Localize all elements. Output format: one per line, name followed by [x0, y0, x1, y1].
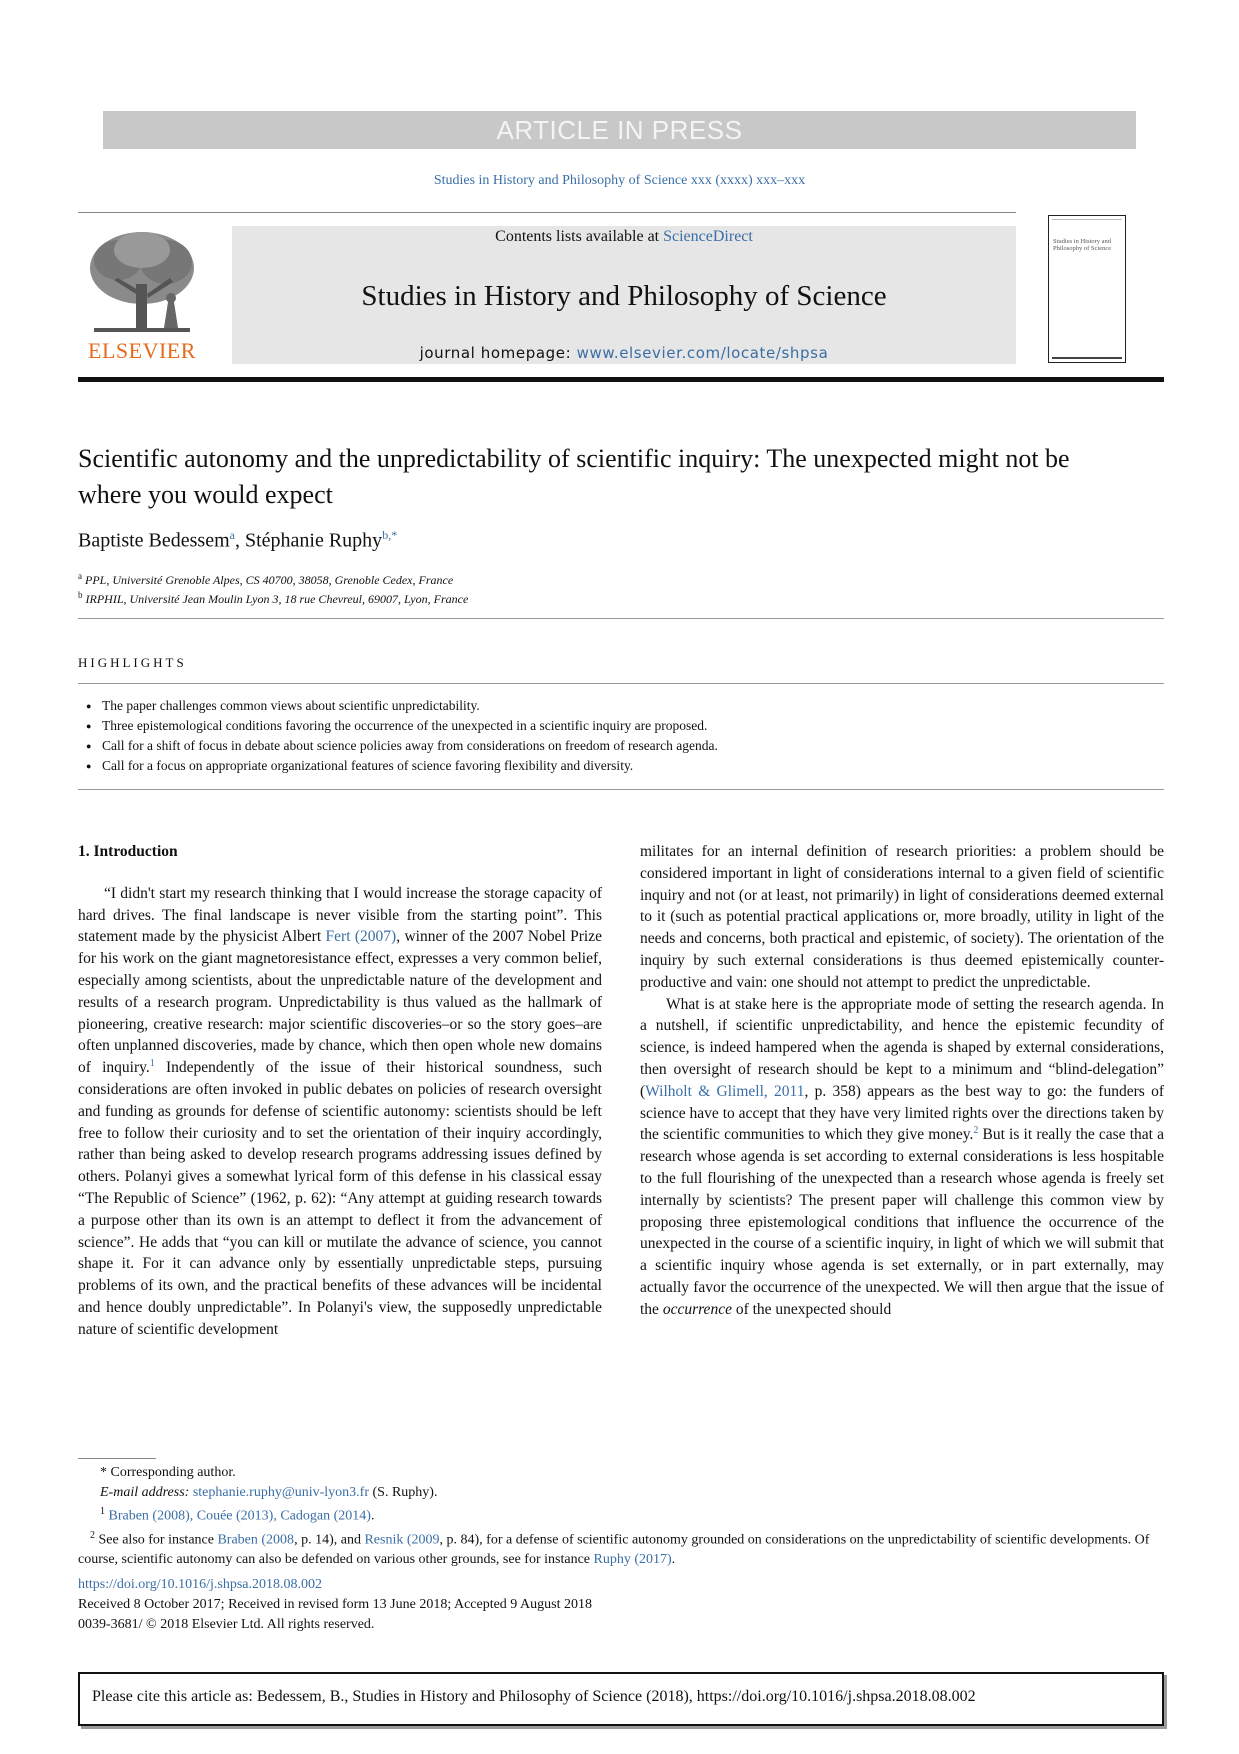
citation-link[interactable]: Wilholt & Glimell, 2011 [645, 1082, 805, 1100]
affiliation [78, 590, 468, 607]
footnote-mark: 2 [90, 1530, 95, 1542]
highlight-item: ● Three epistemological conditions favoring the occurrence of the unexpected in a scientific inquiry are proposed. [86, 716, 1156, 736]
affiliation-text: IRPHIL, Université Jean Moulin Lyon 3, 18 rue Chevreul, 69007, Lyon, France [85, 592, 469, 606]
footnote-marker[interactable]: 1 [149, 1058, 155, 1070]
masthead-divider [78, 377, 1164, 382]
highlight-item: ● The paper challenges common views about scientific unpredictability. [86, 696, 1156, 716]
author-affiliation-mark[interactable]: a [229, 528, 235, 542]
article-dates: Received 8 October 2017; Received in revised form 13 June 2018; Accepted 9 August 2018 [78, 1597, 592, 1612]
doi-link[interactable]: https://doi.org/10.1016/j.shpsa.2018.08.002 [78, 1577, 322, 1592]
emphasis: occurrence [662, 1300, 732, 1318]
author-affiliation-mark[interactable]: b,* [382, 528, 398, 542]
body-paragraph [640, 994, 1164, 1321]
body-paragraph: militates for an internal definition of research priorities: a problem should be considered important in light of considerations internal to a given field of scientific inquiry and not (or at least, not primarily) in light of considerations deemed external to it (such as potential practical applications or, more broadly, utility in light of the needs and concerns, both practical and epistemic, of society). The orientation of the inquiry by such external considerations is thus deemed epistemically counter-productive and vain: one should not attempt to predict the unpredictable. [640, 843, 1164, 991]
citation-link[interactable]: Ruphy (2017) [593, 1552, 672, 1568]
contents-availability [232, 228, 1016, 246]
body-text: But is it really the case that a research whose agenda is set according to external considerations is less hospitable to the full flourishing of the unexpected than a research whose agenda is freely set internally by scientists? The present paper will challenge this common view by proposing three epistemological conditions that influence the occurrence of the unexpected in the course of a scientific inquiry, in light of which we will submit that a scientific inquiry whose agenda is set externally, or in part externally, may actually favor the occurrence of the unexpected. We will then argue that the issue of the [640, 1126, 1164, 1318]
email-link[interactable]: stephanie.ruphy@univ-lyon3.fr [192, 1484, 370, 1500]
article-title: Scientific autonomy and the unpredictability of scientific inquiry: The unexpected might not be where you would expect [78, 444, 1070, 509]
email-suffix: (S. Ruphy). [369, 1484, 438, 1500]
body-column-right [640, 841, 1164, 1321]
citation-link[interactable]: Braben (2008), Couée (2013), Cadogan (2014) [108, 1508, 371, 1524]
section-divider [78, 789, 1164, 790]
author-list [78, 528, 397, 553]
journal-cover-thumbnail[interactable] [1048, 215, 1126, 363]
body-text: , winner of the 2007 Nobel Prize for his work on the giant magnetoresistance effect, expresses a very common belief, especially among scientists, about the unpredictable nature of the development and results of a research program. Unpredictability is thus valued as the hallmark of pioneering, creative research: major scientific discoveries–or so the story goes–are often unplanned discoveries, made by chance, which then open whole new domains of inquiry. [78, 928, 602, 1077]
copyright-notice: 0039-3681/ © 2018 Elsevier Ltd. All rights reserved. [78, 1617, 375, 1632]
author-separator: , [234, 529, 245, 552]
section-divider [78, 618, 1164, 619]
footnote-text: . [370, 1508, 375, 1524]
body-column-left [78, 841, 602, 1341]
footnote-text: , p. 84), for a defense of scientific autonomy grounded on considerations on the unpredictability of scientific developments. Of course, scientific autonomy can also be defended on various other grounds, see for instance [78, 1532, 1150, 1568]
corresponding-author-note: * Corresponding author. [100, 1465, 236, 1480]
body-text: , p. 358) appears as the best way to go: the funders of science have to accept that they have very limited rights over the directions taken by the scientific communities to which they give money. [640, 1082, 1164, 1144]
citation-link[interactable]: Braben (2008 [217, 1532, 295, 1548]
footnote-marker[interactable]: 2 [973, 1125, 979, 1137]
highlights-list [86, 696, 1156, 776]
body-text: Independently of the issue of their historical soundness, such considerations are often invoked in public debates on policies of research oversight and funding as grounds for defense of scientific autonomy: scientists should be left free to follow their curiosity and to set the orientation of their inquiry accordingly, rather than being asked to develop research programs addressing issues defined by others. Polanyi gives a somewhat lyrical form of this defense in his classical essay “The Republic of Science” (1962, p. 62): “Any attempt at guiding research towards a purpose other than its own is an attempt to deflect it from the advancement of science”. He adds that “you can kill or mutilate the advance of science, you cannot shape it. For it can advance only by essentially unpredictable steps, pursuing problems of its own, and the practical benefits of these advances will be incidental and hence doubly unpredictable”. In Polanyi's view, the supposedly unpredictable nature of scientific development [78, 1059, 602, 1338]
footnote-text: See also for instance [95, 1532, 218, 1548]
author-name[interactable]: Stéphanie Ruphy [244, 529, 383, 552]
affiliation-text: PPL, Université Grenoble Alpes, CS 40700, 38058, Grenoble Cedex, France [85, 573, 454, 587]
highlight-item: ● Call for a shift of focus in debate about science policies away from considerations on freedom of research agenda. [86, 736, 1156, 756]
journal-citation-line[interactable]: Studies in History and Philosophy of Science xxx (xxxx) xxx–xxx [433, 173, 806, 188]
citation-box: Please cite this article as: Bedessem, B., Studies in History and Philosophy of Science (2018), https://doi.org/10.1016/j.shpsa.2018.08.002 [78, 1672, 1164, 1726]
sciencedirect-link[interactable]: ScienceDirect [663, 228, 753, 245]
footnote-text: , p. 14), and [294, 1532, 365, 1548]
cover-top-rule [1052, 219, 1122, 220]
footnote-1 [78, 1502, 1164, 1526]
publisher-name[interactable]: ELSEVIER [88, 338, 196, 363]
citation-link[interactable]: Fert (2007) [325, 928, 397, 946]
body-text: of the unexpected should [731, 1300, 892, 1318]
affiliation-mark: b [78, 590, 83, 600]
footnote-divider [78, 1458, 156, 1459]
homepage-link[interactable]: www.elsevier.com/locate/shpsa [576, 344, 829, 362]
citation-link[interactable]: Resnik (2009 [364, 1532, 440, 1548]
cover-title: Studies in History and Philosophy of Science [1053, 238, 1112, 252]
homepage-prefix: journal homepage: [419, 344, 577, 362]
journal-homepage [232, 344, 1016, 362]
article-in-press-banner: ARTICLE IN PRESS [103, 111, 1136, 149]
footnotes [78, 1463, 1164, 1570]
affiliation-mark: a [78, 571, 82, 581]
section-heading: 1. Introduction [78, 843, 178, 860]
email-note [78, 1483, 1164, 1503]
footnote-2 [78, 1526, 1164, 1570]
affiliation [78, 571, 453, 588]
author-name[interactable]: Baptiste Bedessem [78, 529, 230, 552]
highlight-item: ● Call for a focus on appropriate organizational features of science favoring flexibility and diversity. [86, 756, 1156, 776]
header-divider [78, 212, 1016, 213]
highlights-heading: HIGHLIGHTS [78, 655, 187, 670]
email-label: E-mail address: [100, 1484, 193, 1500]
body-paragraph [78, 883, 602, 1341]
cover-bottom-rule [1052, 357, 1122, 359]
journal-masthead [232, 226, 1016, 364]
article-metadata [78, 1575, 1164, 1635]
contents-prefix: Contents lists available at [495, 228, 664, 245]
footnote-text: . [671, 1552, 676, 1568]
section-divider [78, 683, 1164, 684]
footnote-mark: 1 [100, 1506, 105, 1517]
body-text: “I didn't start my research thinking that I would increase the storage capacity of hard drives. The final landscape is never visible from the starting point”. This statement made by the physicist Albert [78, 884, 602, 946]
body-text: What is at stake here is the appropriate mode of setting the research agenda. In a nutshell, if scientific unpredictability, and hence the epistemic fecundity of science, is indeed hampered when the agenda is shaped by external considerations, then oversight of research should be kept to a minimum and “blind-delegation” ( [640, 995, 1164, 1100]
journal-title: Studies in History and Philosophy of Science [361, 280, 887, 312]
